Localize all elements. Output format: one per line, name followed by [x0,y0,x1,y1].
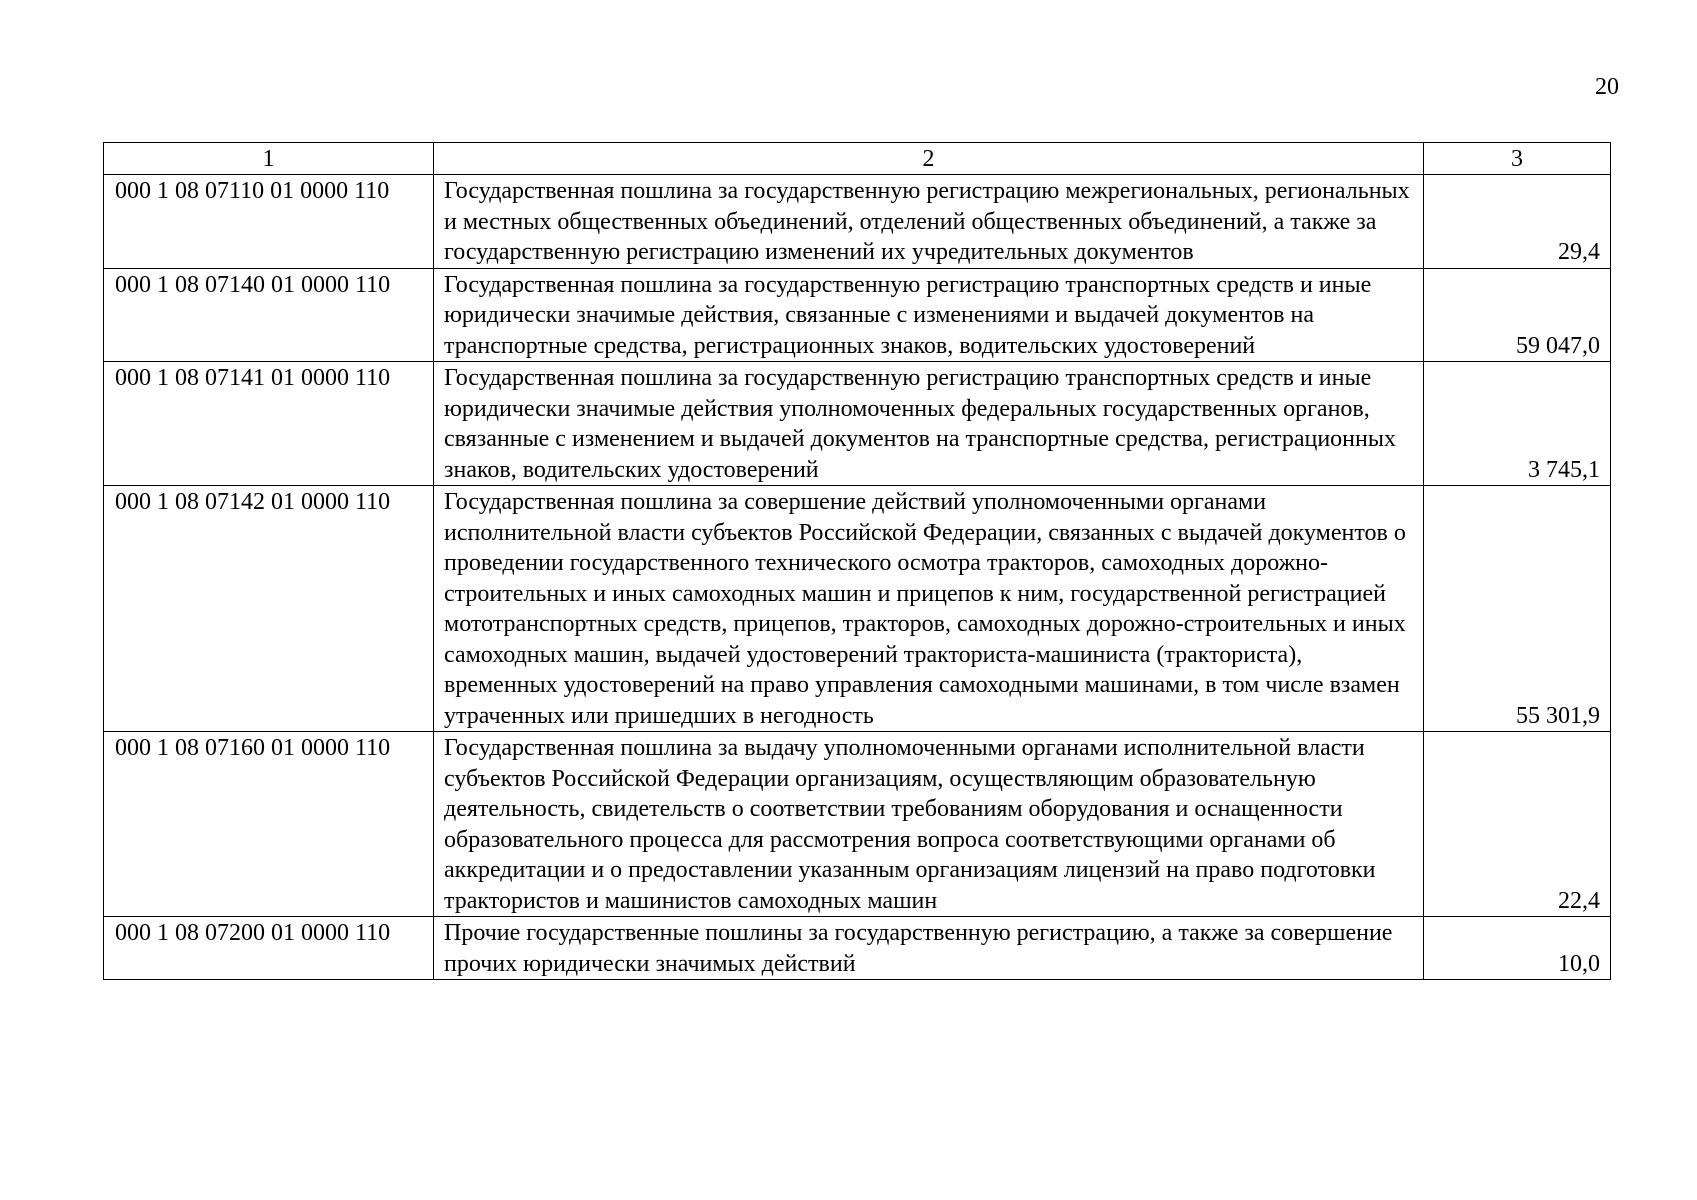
table-header-row [104,143,1611,175]
column-header-amount: 3 [1424,143,1611,175]
row-amount: 3 745,1 [1424,362,1611,486]
row-amount: 22,4 [1424,732,1611,917]
row-amount: 59 047,0 [1424,268,1611,362]
row-code: 000 1 08 07141 01 0000 110 [104,362,434,486]
table-row [104,917,1611,980]
row-code: 000 1 08 07160 01 0000 110 [104,732,434,917]
table-row [104,732,1611,917]
row-amount: 10,0 [1424,917,1611,980]
table-row [104,362,1611,486]
row-description: Прочие государственные пошлины за государственную регистрацию, а также за совершение прочих юридически значимых действий [434,917,1424,980]
row-description: Государственная пошлина за выдачу уполномоченными органами исполнительной власти субъектов Российской Федерации организациям, осуществляющим образовательную деятельность, свидетельств о соответствии требованиям оборудования и оснащенности образовательного процесса для рассмотрения вопроса соответствующими органами об аккредитации и о предоставлении указанным организациям лицензий на право подготовки трактористов и машинистов самоходных машин [434,732,1424,917]
table-row [104,486,1611,732]
row-description: Государственная пошлина за государственную регистрацию транспортных средств и иные юридически значимые действия уполномоченных федеральных государственных органов, связанные с изменением и выдачей документов на транспортные средства, регистрационных знаков, водительских удостоверений [434,362,1424,486]
row-code: 000 1 08 07200 01 0000 110 [104,917,434,980]
revenue-table [103,142,1611,980]
page-number: 20 [1595,74,1619,100]
table-row [104,175,1611,269]
row-description: Государственная пошлина за государственную регистрацию транспортных средств и иные юридически значимые действия, связанные с изменениями и выдачей документов на транспортные средства, регистрационных знаков, водительских удостоверений [434,268,1424,362]
table-row [104,268,1611,362]
row-code: 000 1 08 07110 01 0000 110 [104,175,434,269]
column-header-code: 1 [104,143,434,175]
row-description: Государственная пошлина за государственную регистрацию межрегиональных, региональных и местных общественных объединений, отделений общественных объединений, а также за государственную регистрацию изменений их учредительных документов [434,175,1424,269]
row-amount: 55 301,9 [1424,486,1611,732]
row-code: 000 1 08 07140 01 0000 110 [104,268,434,362]
column-header-description: 2 [434,143,1424,175]
row-description: Государственная пошлина за совершение действий уполномоченными органами исполнительной власти субъектов Российской Федерации, связанных с выдачей документов о проведении государственного технического осмотра тракторов, самоходных дорожно-строительных и иных самоходных машин и прицепов к ним, государственной регистрацией мототранспортных средств, прицепов, тракторов, самоходных дорожно-строительных и иных самоходных машин, выдачей удостоверений тракториста-машиниста (тракториста), временных удостоверений на право управления самоходными машинами, в том числе взамен утраченных или пришедших в негодность [434,486,1424,732]
row-amount: 29,4 [1424,175,1611,269]
row-code: 000 1 08 07142 01 0000 110 [104,486,434,732]
